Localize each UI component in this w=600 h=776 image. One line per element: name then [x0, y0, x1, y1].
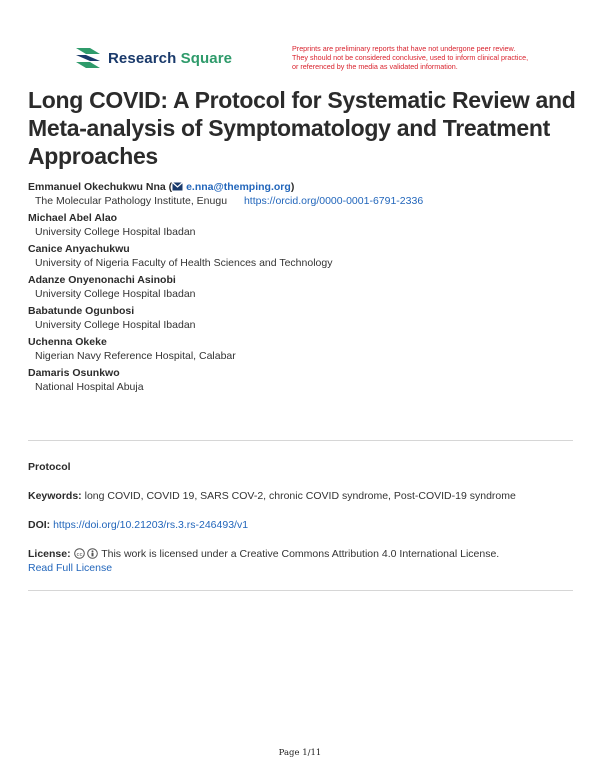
research-square-logo[interactable]: [74, 46, 232, 70]
author-affiliation: Nigerian Navy Reference Hospital, Calabar: [35, 350, 236, 362]
author-email-link[interactable]: e.nna@themping.org: [186, 181, 291, 193]
research-square-logo-icon: [74, 46, 102, 70]
keywords-label: Keywords:: [28, 490, 82, 502]
email-icon: [172, 182, 183, 191]
author-name: Adanze Onyenonachi Asinobi: [28, 274, 176, 286]
author-affiliation: University College Hospital Ibadan: [35, 319, 196, 331]
article-type-label: Protocol: [28, 461, 71, 473]
disclaimer-line: Preprints are preliminary reports that have not undergone peer review.: [292, 44, 516, 53]
author-name: Uchenna Okeke: [28, 336, 107, 348]
author-entry: [28, 273, 573, 301]
svg-text:cc: cc: [76, 551, 83, 558]
author-affiliation: University of Nigeria Faculty of Health Sciences and Technology: [35, 257, 333, 269]
author-name: Canice Anyachukwu: [28, 243, 130, 255]
paper-title: Long COVID: A Protocol for Systematic Review and Meta-analysis of Symptomatology and Treatment Approaches: [28, 87, 576, 169]
disclaimer-line: or referenced by the media as validated information.: [292, 62, 458, 71]
logo-text-square: Square: [180, 49, 233, 67]
article-type: [28, 460, 573, 474]
license: [28, 547, 573, 575]
logo-text-research: Research: [108, 49, 177, 67]
orcid-link[interactable]: https://orcid.org/0000-0001-6791-2336: [243, 195, 424, 207]
author-affiliation: The Molecular Pathology Institute, Enugu: [35, 195, 228, 207]
author-affiliation: University College Hospital Ibadan: [35, 226, 196, 238]
author-name: Emmanuel Okechukwu Nna: [28, 181, 166, 193]
author-entry: [28, 304, 573, 332]
attribution-icon: [87, 548, 98, 559]
license-text: This work is licensed under a Creative Commons Attribution 4.0 International License.: [101, 548, 500, 560]
preprint-disclaimer: [292, 44, 540, 71]
creative-commons-icon: [74, 548, 85, 559]
disclaimer-line: They should not be considered conclusive, used to inform clinical practice,: [292, 53, 529, 62]
author-name: Damaris Osunkwo: [28, 367, 120, 379]
author-entry: [28, 242, 573, 270]
page-number: Page 1/11: [278, 748, 322, 758]
doi-label: DOI:: [28, 519, 51, 531]
author-list: [28, 180, 573, 397]
author-name: Babatunde Ogunbosi: [28, 305, 135, 317]
author-affiliation: University College Hospital Ibadan: [35, 288, 196, 300]
keywords-value: long COVID, COVID 19, SARS COV-2, chronic COVID syndrome, Post-COVID-19 syndrome: [84, 490, 516, 502]
author-entry: Emmanuel Okechukwu Nna ( e.nna@themping.org) The Molecular Pathology Institute, Enugu https://orcid.org/0000-0001-6791-2336: [28, 181, 424, 207]
author-entry: [28, 335, 573, 363]
author-entry: [28, 211, 573, 239]
divider: [28, 440, 573, 441]
logo-wordmark: [108, 50, 232, 67]
license-label: License:: [28, 548, 71, 560]
keywords: [28, 489, 573, 503]
doi-link[interactable]: https://doi.org/10.21203/rs.3.rs-246493/v1: [53, 519, 249, 531]
divider: [28, 590, 573, 591]
author-entry: [28, 366, 573, 394]
header: [74, 44, 540, 78]
doi: [28, 518, 573, 532]
read-full-license-link[interactable]: Read Full License: [28, 562, 113, 574]
author-affiliation: National Hospital Abuja: [35, 381, 144, 393]
author-name: Michael Abel Alao: [28, 212, 118, 224]
